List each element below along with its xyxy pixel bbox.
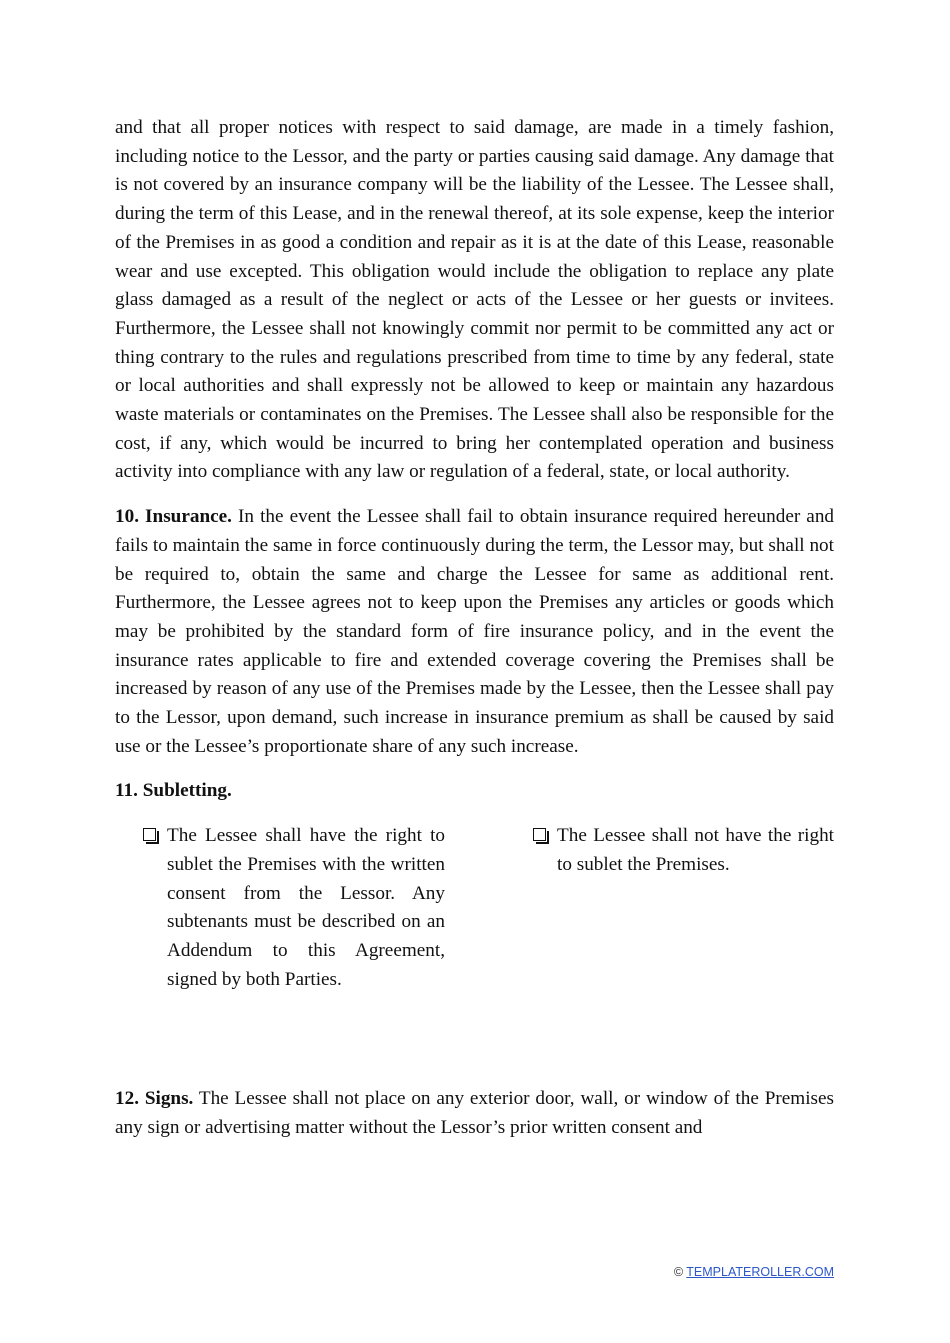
footer-credit bbox=[674, 1265, 834, 1279]
insurance-section bbox=[115, 503, 834, 761]
signs-section bbox=[115, 1085, 834, 1142]
sublet-option-allowed-text: The Lessee shall have the right to sublet the Premises with the written consent from the Lessor. Any subtenants must be described on an Addendum to this Agreement, signed by both Parties. bbox=[167, 825, 445, 990]
checkbox-icon[interactable] bbox=[533, 828, 546, 841]
insurance-text: In the event the Lessee shall fail to obtain insurance required hereunder and fails to maintain the same in force continuously during the term, the Lessor may, but shall not be required to, obtain the same and charge the Lessee for same as additional rent. Furthermore, the Lessee agrees not to keep upon the Premises any articles or goods which may be prohibited by the standard form of fire insurance policy, and in the event the insurance rates applicable to fire and extended coverage covering the Premises shall be increased by reason of any use of the Premises made by the Lessee, then the Lessee shall pay to the Lessor, upon demand, such increase in insurance premium as shall be caused by said use or the Lessee’s proportionate share of any such increase. bbox=[115, 506, 835, 757]
sublet-option-not-allowed[interactable] bbox=[533, 822, 834, 879]
continuation-paragraph: and that all proper notices with respect to said damage, are made in a timely fashion, including notice to the Lessor, and the party or parties causing said damage. Any damage that is not covered by an insurance company will be the liability of the Lessee. The Lessee shall, during the term of this Lease, and in the renewal thereof, at its sole expense, keep the interior of the Premises in as good a condition and repair as it is at the date of this Lease, reasonable wear and use excepted. This obligation would include the obligation to replace any plate glass damaged as a result of the neglect or acts of the Lessee or her guests or invitees. Furthermore, the Lessee shall not knowingly commit nor permit to be committed any act or thing contrary to the rules and regulations prescribed from time to time by any federal, state or local authorities and shall expressly not be allowed to keep or maintain any hazardous waste materials or contaminates on the Premises. The Lessee shall also be responsible for the cost, if any, which would be incurred to bring her contemplated operation and business activity into compliance with any law or regulation of a federal, state, or local authority. bbox=[115, 117, 834, 483]
checkbox-icon[interactable] bbox=[143, 828, 156, 841]
copyright-symbol: © bbox=[673, 1265, 684, 1279]
sublet-option-allowed[interactable] bbox=[143, 822, 445, 994]
signs-heading: 12. Signs. bbox=[115, 1088, 194, 1110]
document-page bbox=[115, 114, 834, 1143]
spacer bbox=[115, 761, 834, 777]
insurance-heading: 10. Insurance. bbox=[115, 506, 232, 528]
subletting-heading: 11. Subletting. bbox=[115, 780, 232, 802]
subletting-options bbox=[115, 822, 834, 1037]
spacer bbox=[115, 487, 834, 503]
signs-text: The Lessee shall not place on any exterior door, wall, or window of the Premises any sign or advertising matter without the Lessor’s prior written consent and bbox=[115, 1088, 834, 1138]
sublet-option-not-allowed-text: The Lessee shall not have the right to sublet the Premises. bbox=[557, 825, 834, 875]
templateroller-link[interactable]: TEMPLATEROLLER.COM bbox=[686, 1265, 834, 1279]
